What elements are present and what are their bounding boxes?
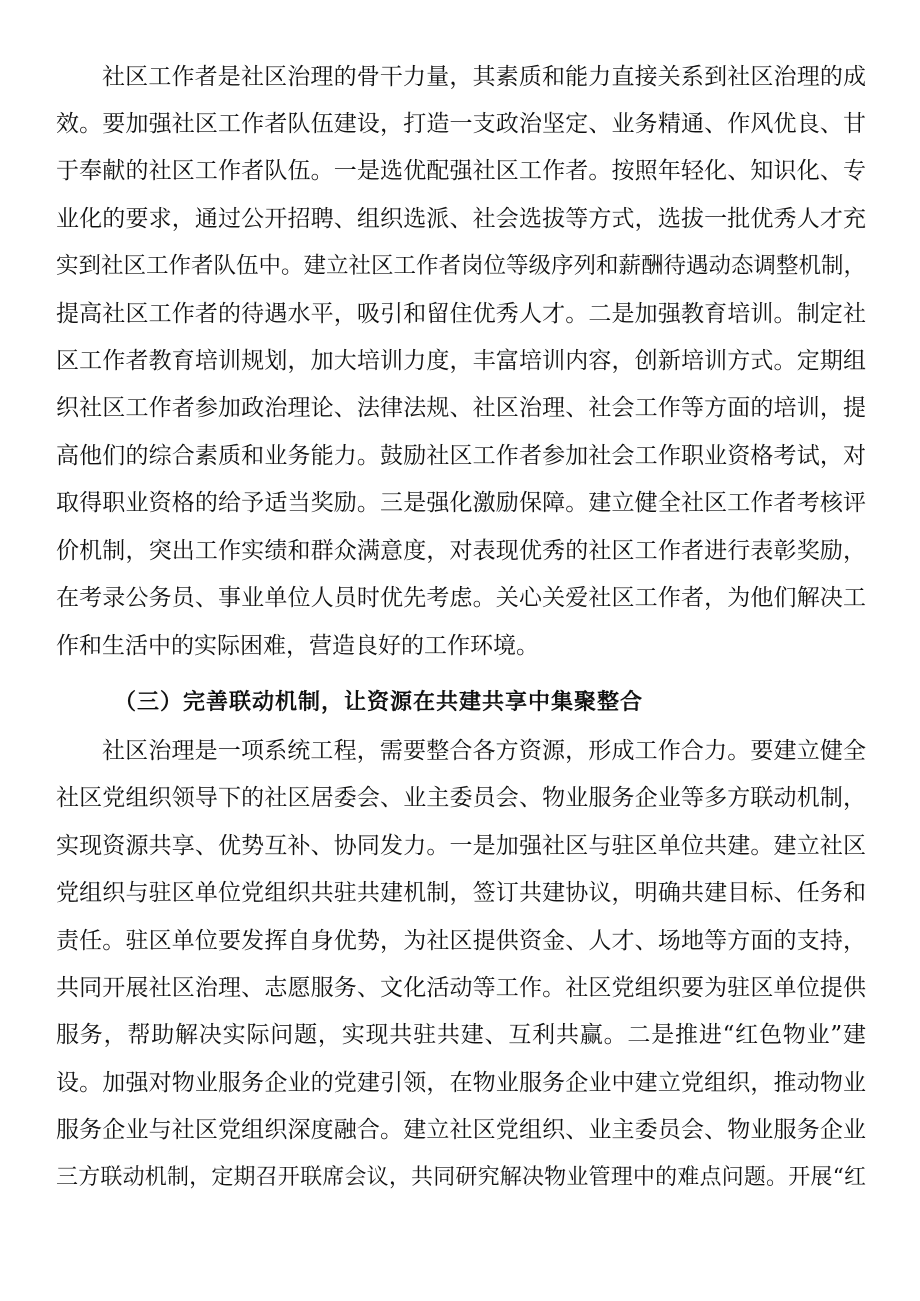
- paragraph-2-line-9: 服务企业与社区党组织深度融合。建立社区党组织、业主委员会、物业服务企业: [56, 1117, 866, 1143]
- paragraph-1-line-7: 区工作者教育培训规划，加大培训力度，丰富培训内容，创新培训方式。定期组: [56, 348, 866, 374]
- paragraph-2-line-3: 实现资源共享、优势互补、协同发力。一是加强社区与驻区单位共建。建立社区: [56, 833, 866, 859]
- paragraph-1-line-2: 效。要加强社区工作者队伍建设，打造一支政治坚定、业务精通、作风优良、甘: [56, 111, 866, 137]
- paragraph-1-line-11: 价机制，突出工作实绩和群众满意度，对表现优秀的社区工作者进行表彰奖励，: [56, 538, 866, 564]
- paragraph-1-line-1: 社区工作者是社区治理的骨干力量，其素质和能力直接关系到社区治理的成: [102, 64, 866, 90]
- section-heading: （三）完善联动机制，让资源在共建共享中集聚整合: [114, 690, 644, 715]
- paragraph-2-line-8: 设。加强对物业服务企业的党建引领，在物业服务企业中建立党组织，推动物业: [56, 1070, 866, 1096]
- paragraph-1-line-5: 实到社区工作者队伍中。建立社区工作者岗位等级序列和薪酬待遇动态调整机制，: [56, 253, 867, 279]
- paragraph-1-line-12: 在考录公务员、事业单位人员时优先考虑。关心关爱社区工作者，为他们解决工: [56, 585, 866, 611]
- paragraph-2-line-2: 社区党组织领导下的社区居委会、业主委员会、物业服务企业等多方联动机制，: [56, 785, 866, 811]
- paragraph-2-line-6: 共同开展社区治理、志愿服务、文化活动等工作。社区党组织要为驻区单位提供: [56, 975, 866, 1001]
- paragraph-1-line-6: 提高社区工作者的待遇水平，吸引和留住优秀人才。二是加强教育培训。制定社: [56, 301, 866, 327]
- paragraph-2-line-4: 党组织与驻区单位党组织共驻共建机制，签订共建协议，明确共建目标、任务和: [56, 880, 866, 906]
- paragraph-1-line-13: 作和生活中的实际困难，营造良好的工作环境。: [56, 633, 539, 659]
- paragraph-2-line-1: 社区治理是一项系统工程，需要整合各方资源，形成工作合力。要建立健全: [102, 738, 866, 764]
- paragraph-1-line-8: 织社区工作者参加政治理论、法律法规、社区治理、社会工作等方面的培训，提: [56, 395, 866, 421]
- paragraph-1-line-4: 业化的要求，通过公开招聘、组织选派、社会选拔等方式，选拔一批优秀人才充: [56, 206, 866, 232]
- paragraph-2-line-5: 责任。驻区单位要发挥自身优势，为社区提供资金、人才、场地等方面的支持，: [56, 928, 866, 954]
- paragraph-2-line-7: 服务，帮助解决实际问题，实现共驻共建、互利共赢。二是推进“红色物业”建: [56, 1022, 866, 1048]
- paragraph-1-line-9: 高他们的综合素质和业务能力。鼓励社区工作者参加社会工作职业资格考试，对: [56, 443, 866, 469]
- paragraph-2-line-10: 三方联动机制，定期召开联席会议，共同研究解决物业管理中的难点问题。开展“红: [56, 1165, 866, 1190]
- paragraph-1-line-3: 于奉献的社区工作者队伍。一是选优配强社区工作者。按照年轻化、知识化、专: [56, 158, 866, 184]
- paragraph-1-line-10: 取得职业资格的给予适当奖励。三是强化激励保障。建立健全社区工作者考核评: [56, 490, 866, 516]
